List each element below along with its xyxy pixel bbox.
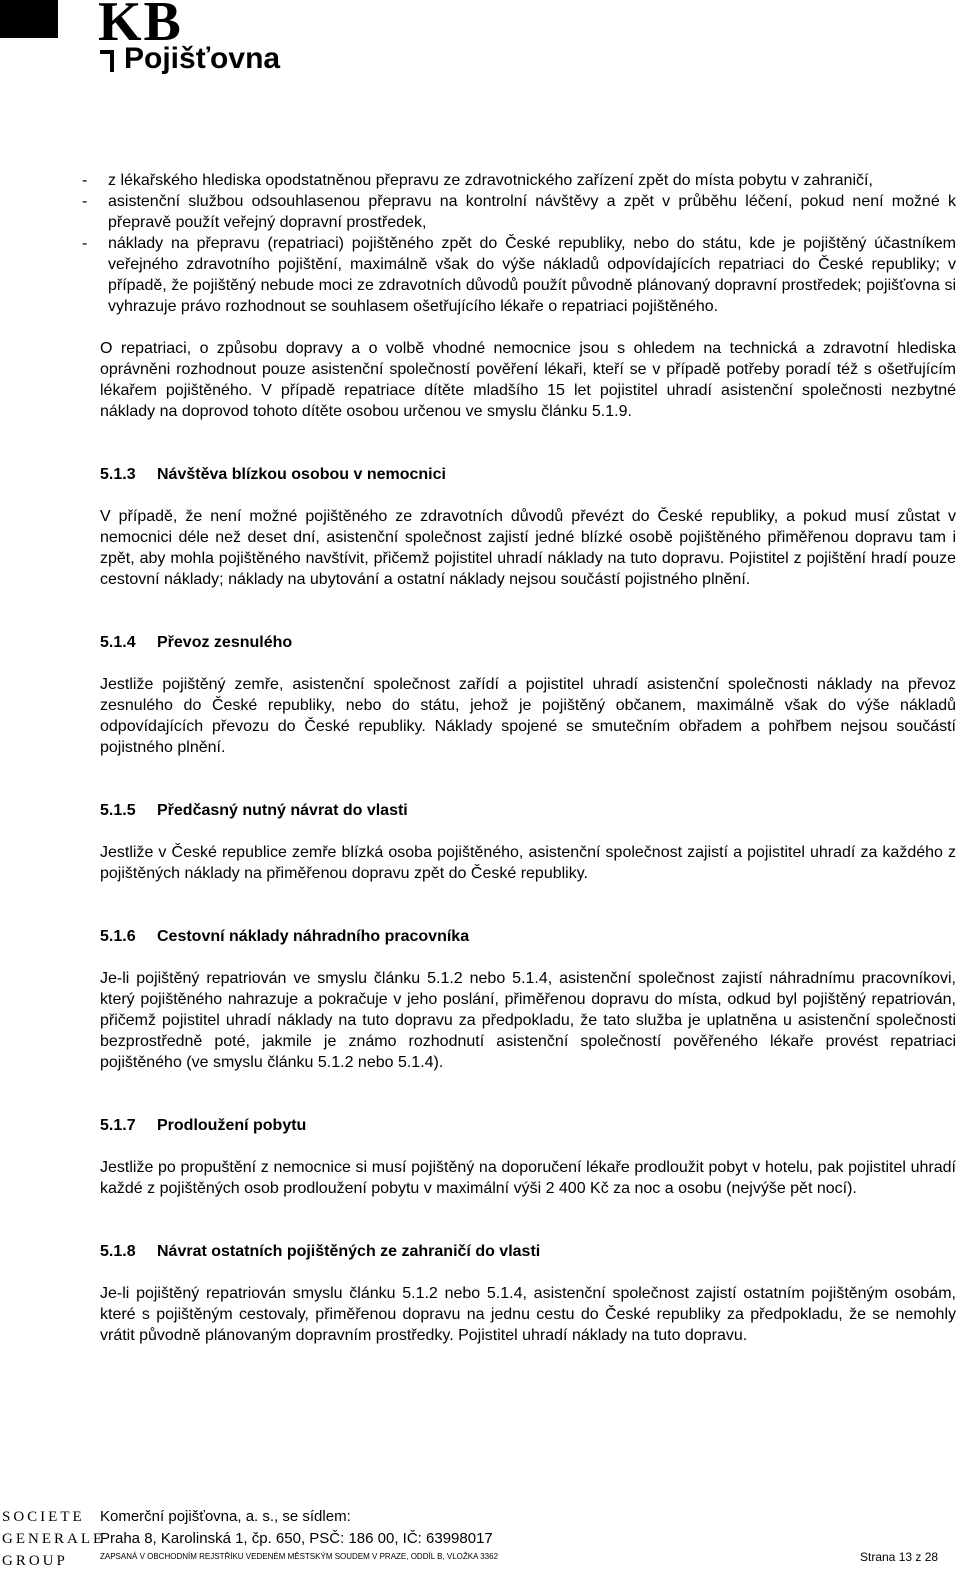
section-heading-5-1-5 — [100, 800, 956, 821]
group-logo — [2, 1506, 105, 1572]
section-text: Je-li pojištěný repatriován smyslu článku 5.1.2 nebo 5.1.4, asistenční společnost zajistí ostatním pojištěným osobám, které s pojištěným cestovaly, přiměřenou dopravu na jednu cestu do České republiky za předpokladu, že se nemohly vrátit původně plánovaným dopravním prostředky. Pojistitel uhradí náklady na tuto dopravu. — [100, 1285, 956, 1344]
bullet-list — [68, 170, 956, 317]
intro-paragraph: O repatriaci, o způsobu dopravy a o volbě vhodné nemocnice jsou s ohledem na technická a zdravotní hlediska oprávněni rozhodnout pouze asistenční společností pověření lékaři, kteří se v případě potřeby poradí též s ošetřujícím lékařem pojištěného. V případě repatriace dítěte mladšího 15 let pojistitel uhradí asistenční společnosti nezbytné náklady na doprovod tohoto dítěte osobou určenou ve smyslu článku 5.1.9. — [100, 340, 956, 420]
section-text: Jestliže pojištěný zemře, asistenční společnost zařídí a pojistitel uhradí asistenční společnosti náklady na převoz zesnulého do České republiky, nebo do státu, jehož je pojištěný občanem, maximálně však do výše nákladů odpovídajících převozu do České republiky. Náklady spojené se smutečním obřadem a pohřbem nejsou součástí pojistného plnění. — [100, 676, 956, 756]
list-item — [68, 233, 956, 317]
group-logo-line: SOCIETE — [2, 1509, 85, 1525]
bullet-marker: - — [82, 235, 88, 252]
section-heading-5-1-3 — [100, 464, 956, 485]
section-number: 5.1.6 — [100, 928, 136, 945]
section-text: Jestliže po propuštění z nemocnice si musí pojištěný na doporučení lékaře prodloužit pobyt v hotelu, pak pojistitel uhradí každé z pojištěných osob prodloužení pobytu v maximální výši 2 400 Kč za noc a osobu (nejvýše pět nocí). — [100, 1159, 956, 1197]
bullet-marker: - — [82, 193, 88, 210]
section-heading-5-1-6 — [100, 926, 956, 947]
company-logo — [0, 0, 300, 82]
section-number: 5.1.3 — [100, 466, 136, 483]
registry-line: ZAPSANÁ V OBCHODNÍM REJSTŘÍKU VEDENÉM MĚSTSKÝM SOUDEM V PRAZE, ODDÍL B, VLOŽKA 3362 — [100, 1552, 499, 1561]
section-title: Návrat ostatních pojištěných ze zahraničí do vlasti — [157, 1243, 541, 1260]
logo-corner-icon — [100, 50, 114, 72]
section-heading-5-1-8 — [100, 1241, 956, 1262]
section-heading-5-1-4 — [100, 632, 956, 653]
list-item — [68, 191, 956, 233]
page-number: Strana 13 z 28 — [860, 1550, 939, 1564]
list-item — [68, 170, 956, 191]
company-address — [100, 1506, 493, 1550]
section-title: Návštěva blízkou osobou v nemocnici — [157, 466, 446, 483]
logo-mark-icon — [0, 0, 72, 74]
section-title: Předčasný nutný návrat do vlasti — [157, 802, 408, 819]
section-title: Cestovní náklady náhradního pracovníka — [157, 928, 470, 945]
section-number: 5.1.8 — [100, 1243, 136, 1260]
group-logo-line: GENERALE — [2, 1531, 106, 1547]
section-number: 5.1.4 — [100, 634, 136, 651]
bullet-marker: - — [82, 172, 88, 189]
company-line: Komerční pojišťovna, a. s., se sídlem: — [100, 1508, 351, 1525]
bullet-text: z lékařského hlediska opodstatněnou přepravu ze zdravotnického zařízení zpět do místa pobytu v zahraničí, — [108, 172, 873, 189]
section-number: 5.1.7 — [100, 1117, 136, 1134]
section-number: 5.1.5 — [100, 802, 136, 819]
section-title: Prodloužení pobytu — [157, 1117, 307, 1134]
bullet-text: náklady na přepravu (repatriaci) pojištěného zpět do České republiky, nebo do státu, kde je pojištěný účastníkem veřejného zdravotního pojištění, maximálně však do výše nákladů odpovídajících repatriaci do České republiky; v případě, že pojištěný nebude moci ze zdravotních důvodů použít původně plánovaný dopravní prostředek; pojišťovna si vyhrazuje právo rozhodnout se souhlasem ošetřujícího lékaře o repatriaci pojištěného. — [108, 235, 956, 315]
section-heading-5-1-7 — [100, 1115, 956, 1136]
bullet-text: asistenční službou odsouhlasenou přepravu na kontrolní návštěvy a zpět v průběhu léčení, pokud není možné k přepravě použít veřejný dopravní prostředek, — [108, 193, 956, 231]
page-footer — [0, 1500, 960, 1572]
document-body — [82, 170, 956, 1346]
address-line: Praha 8, Karolinská 1, čp. 650, PSČ: 186 00, IČ: 63998017 — [100, 1530, 493, 1547]
section-title: Převoz zesnulého — [157, 634, 293, 651]
section-text: Jestliže v České republice zemře blízká osoba pojištěného, asistenční společnost zajistí a pojistitel uhradí za každého z pojištěných náklady na přiměřenou dopravu zpět do České republiky. — [100, 844, 956, 882]
section-text: Je-li pojištěný repatriován ve smyslu článku 5.1.2 nebo 5.1.4, asistenční společnost zajistí náhradnímu pracovníkovi, který pojištěného nahrazuje a pokračuje v jeho poslání, přiměřenou dopravu do místa, odkud byl pojištěný repatriován, přičemž pojistitel uhradí náklady na tuto dopravu za předpokladu, že tato služba je uplatněna u asistenční společnosti bezprostředně poté, jakmile je známo rozhodnutí asistenční společností pověřeného lékaře provést repatriaci pojištěného (ve smyslu článku 5.1.2 nebo 5.1.4). — [100, 970, 956, 1071]
group-logo-line: GROUP — [2, 1553, 68, 1569]
section-text: V případě, že není možné pojištěného ze zdravotních důvodů převézt do České republiky, a pokud musí zůstat v nemocnici déle než deset dní, asistenční společnost zajistí jedné blízké osobě pojištěného přiměřenou dopravu tam i zpět, aby mohla pojištěného navštívit, přičemž pojistitel uhradí náklady na tuto dopravu. Pojistitel z pojištění hradí pouze cestovní náklady; náklady na ubytování a ostatní náklady nejsou součástí pojistného plnění. — [100, 508, 956, 588]
logo-subtitle: Pojišťovna — [124, 42, 281, 75]
logo-text: KB — [98, 0, 183, 53]
